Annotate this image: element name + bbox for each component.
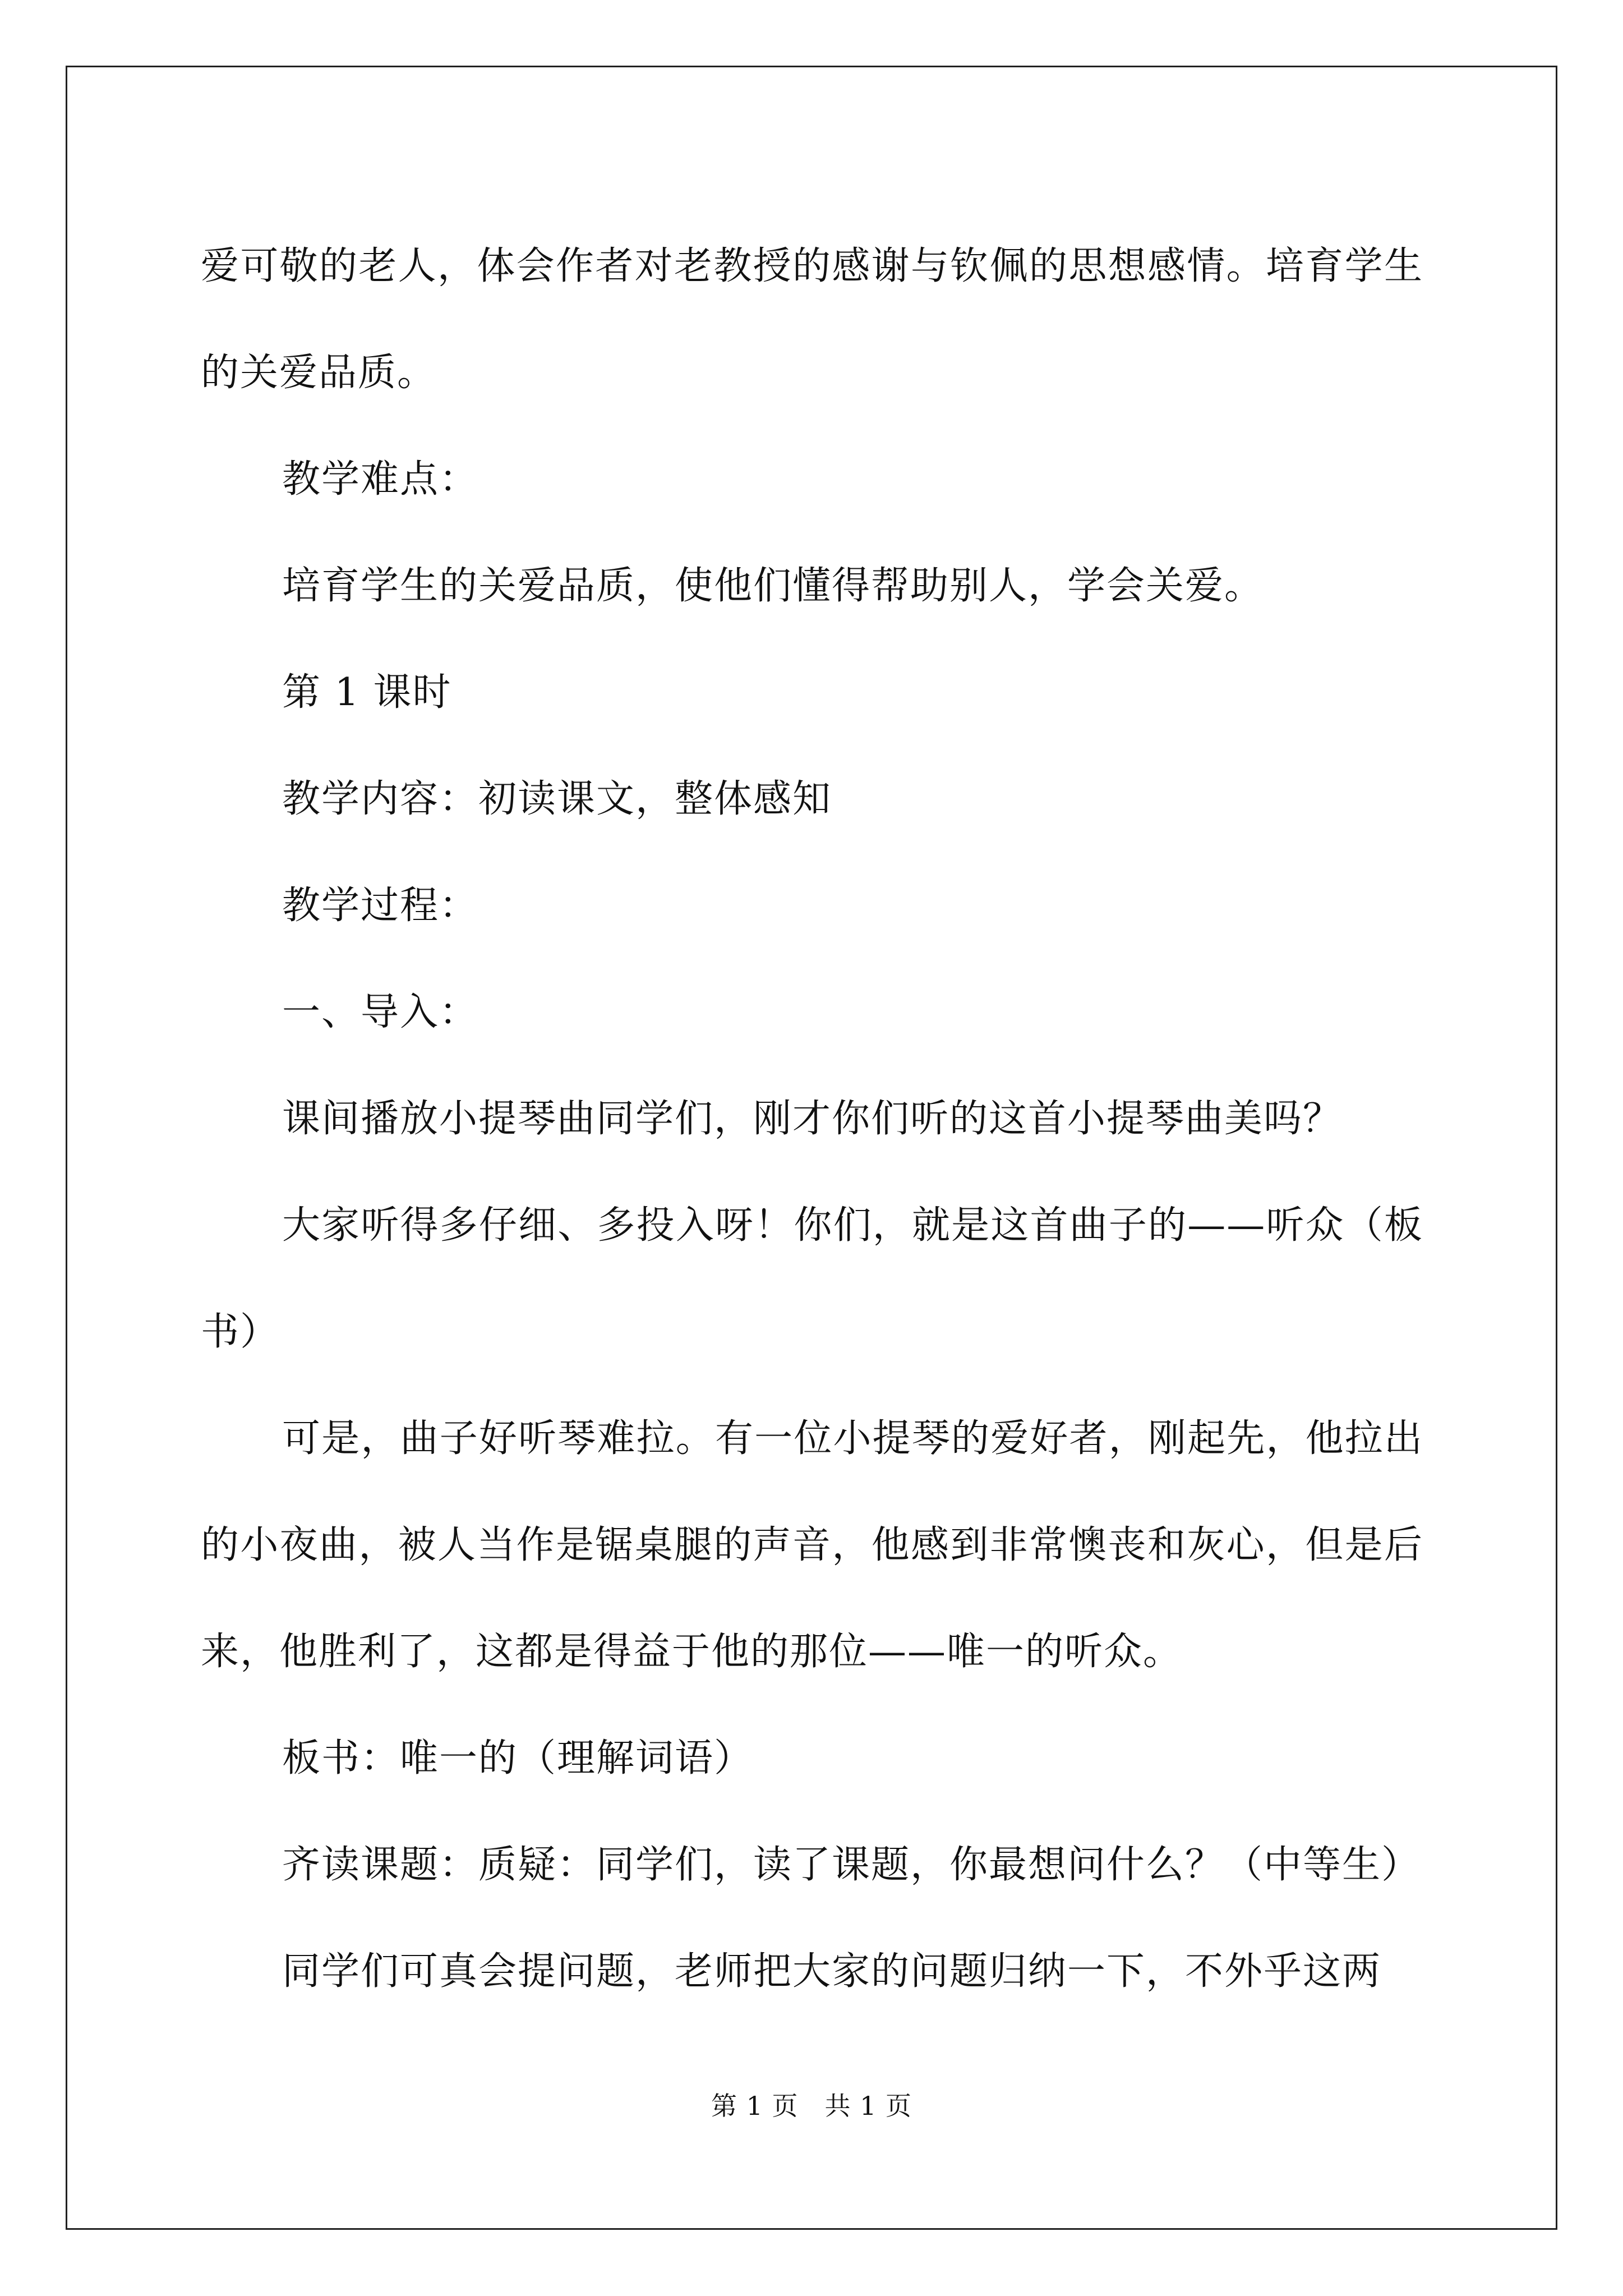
paragraph-6: 教学过程： xyxy=(282,884,479,928)
paragraph-12: 齐读课题：质疑：同学们，读了课题，你最想问什么？（中等生） xyxy=(282,1843,1421,1887)
paragraph-9: 大家听得多仔细、多投入呀！你们，就是这首曲子的——听众（板书） xyxy=(201,1203,1423,1354)
paragraph-5: 教学内容：初读课文，整体感知 xyxy=(282,777,832,821)
paragraph-10: 可是，曲子好听琴难拉。有一位小提琴的爱好者，刚起先，他拉出的小夜曲，被人当作是锯桌腿的声音，他感到非常懊丧和灰心，但是后来，他胜利了，这都是得益于他的那位——唯一的听众。 xyxy=(201,1416,1423,1674)
paragraph-7: 一、导入： xyxy=(282,990,479,1034)
paragraph-13: 同学们可真会提问题，老师把大家的问题归纳一下，不外乎这两 xyxy=(282,1949,1382,1994)
paragraph-8: 课间播放小提琴曲同学们，刚才你们听的这首小提琴曲美吗？ xyxy=(282,1097,1343,1141)
page-footer: 第 1 页 共 1 页 xyxy=(711,2091,912,2121)
paragraph-3: 培育学生的关爱品质，使他们懂得帮助别人，学会关爱。 xyxy=(282,564,1264,608)
paragraph-11: 板书：唯一的（理解词语） xyxy=(282,1736,754,1780)
paragraph-1: 爱可敬的老人，体会作者对老教授的感谢与钦佩的思想感情。培育学生的关爱品质。 xyxy=(201,244,1423,395)
paragraph-4: 第 1 课时 xyxy=(282,670,452,715)
document-body xyxy=(201,213,1423,2025)
paragraph-2: 教学难点： xyxy=(282,457,479,501)
